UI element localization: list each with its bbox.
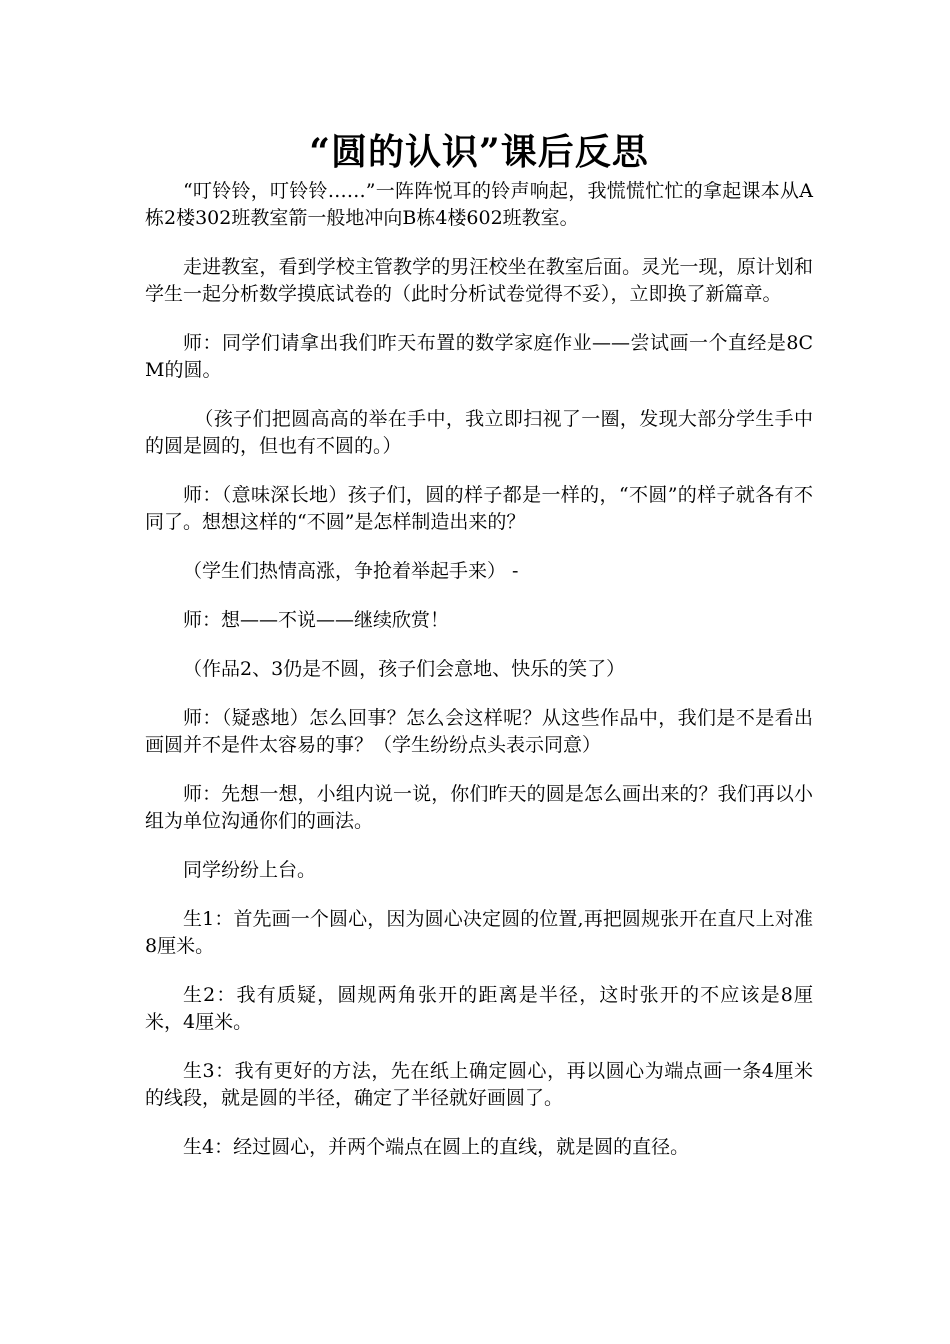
paragraph-5: 师：（意味深长地）孩子们，圆的样子都是一样的，“不圆”的样子就各有不同了。想想这样的“不圆”是怎样制造出来的？	[145, 484, 813, 533]
paragraph-1: “叮铃铃，叮铃铃……”一阵阵悦耳的铃声响起，我慌慌忙忙的拿起课本从A栋2楼302班教室箭一般地冲向B栋4楼602班教室。	[145, 180, 813, 229]
document-page	[145, 128, 813, 1161]
paragraph-11: 同学纷纷上台。	[183, 859, 317, 881]
paragraph-2: 走进教室，看到学校主管教学的男汪校坐在教室后面。灵光一现，原计划和学生一起分析数学摸底试卷的（此时分析试卷觉得不妥），立即换了新篇章。	[145, 256, 813, 305]
paragraph-3: 师：同学们请拿出我们昨天布置的数学家庭作业——尝试画一个直经是8CM的圆。	[145, 332, 813, 381]
paragraph-6: （学生们热情高涨，争抢着举起手来） -	[183, 560, 519, 582]
paragraph-8: （作品2、3仍是不圆，孩子们会意地、快乐的笑了）	[183, 658, 626, 680]
paragraph-4: （孩子们把圆高高的举在手中，我立即扫视了一圈，发现大部分学生手中的圆是圆的，但也有不圆的。）	[145, 408, 813, 457]
document-title: “圆的认识”课后反思	[309, 131, 649, 173]
paragraph-9: 师：（疑惑地）怎么回事？怎么会这样呢？从这些作品中，我们是不是看出画圆并不是件太容易的事？（学生纷纷点头表示同意）	[145, 707, 813, 756]
paragraph-15: 生4：经过圆心，并两个端点在圆上的直线，就是圆的直径。	[183, 1136, 690, 1158]
paragraph-13: 生2：我有质疑，圆规两角张开的距离是半径，这时张开的不应该是8厘米，4厘米。	[145, 984, 813, 1033]
paragraph-12: 生1：首先画一个圆心，因为圆心决定圆的位置,再把圆规张开在直尺上对准8厘米。	[145, 908, 813, 957]
paragraph-14: 生3：我有更好的方法，先在纸上确定圆心，再以圆心为端点画一条4厘米的线段，就是圆的半径，确定了半径就好画圆了。	[145, 1060, 813, 1109]
paragraph-7: 师：想——不说——继续欣赏！	[183, 609, 450, 631]
paragraph-10: 师：先想一想，小组内说一说，你们昨天的圆是怎么画出来的？我们再以小组为单位沟通你们的画法。	[145, 783, 813, 832]
